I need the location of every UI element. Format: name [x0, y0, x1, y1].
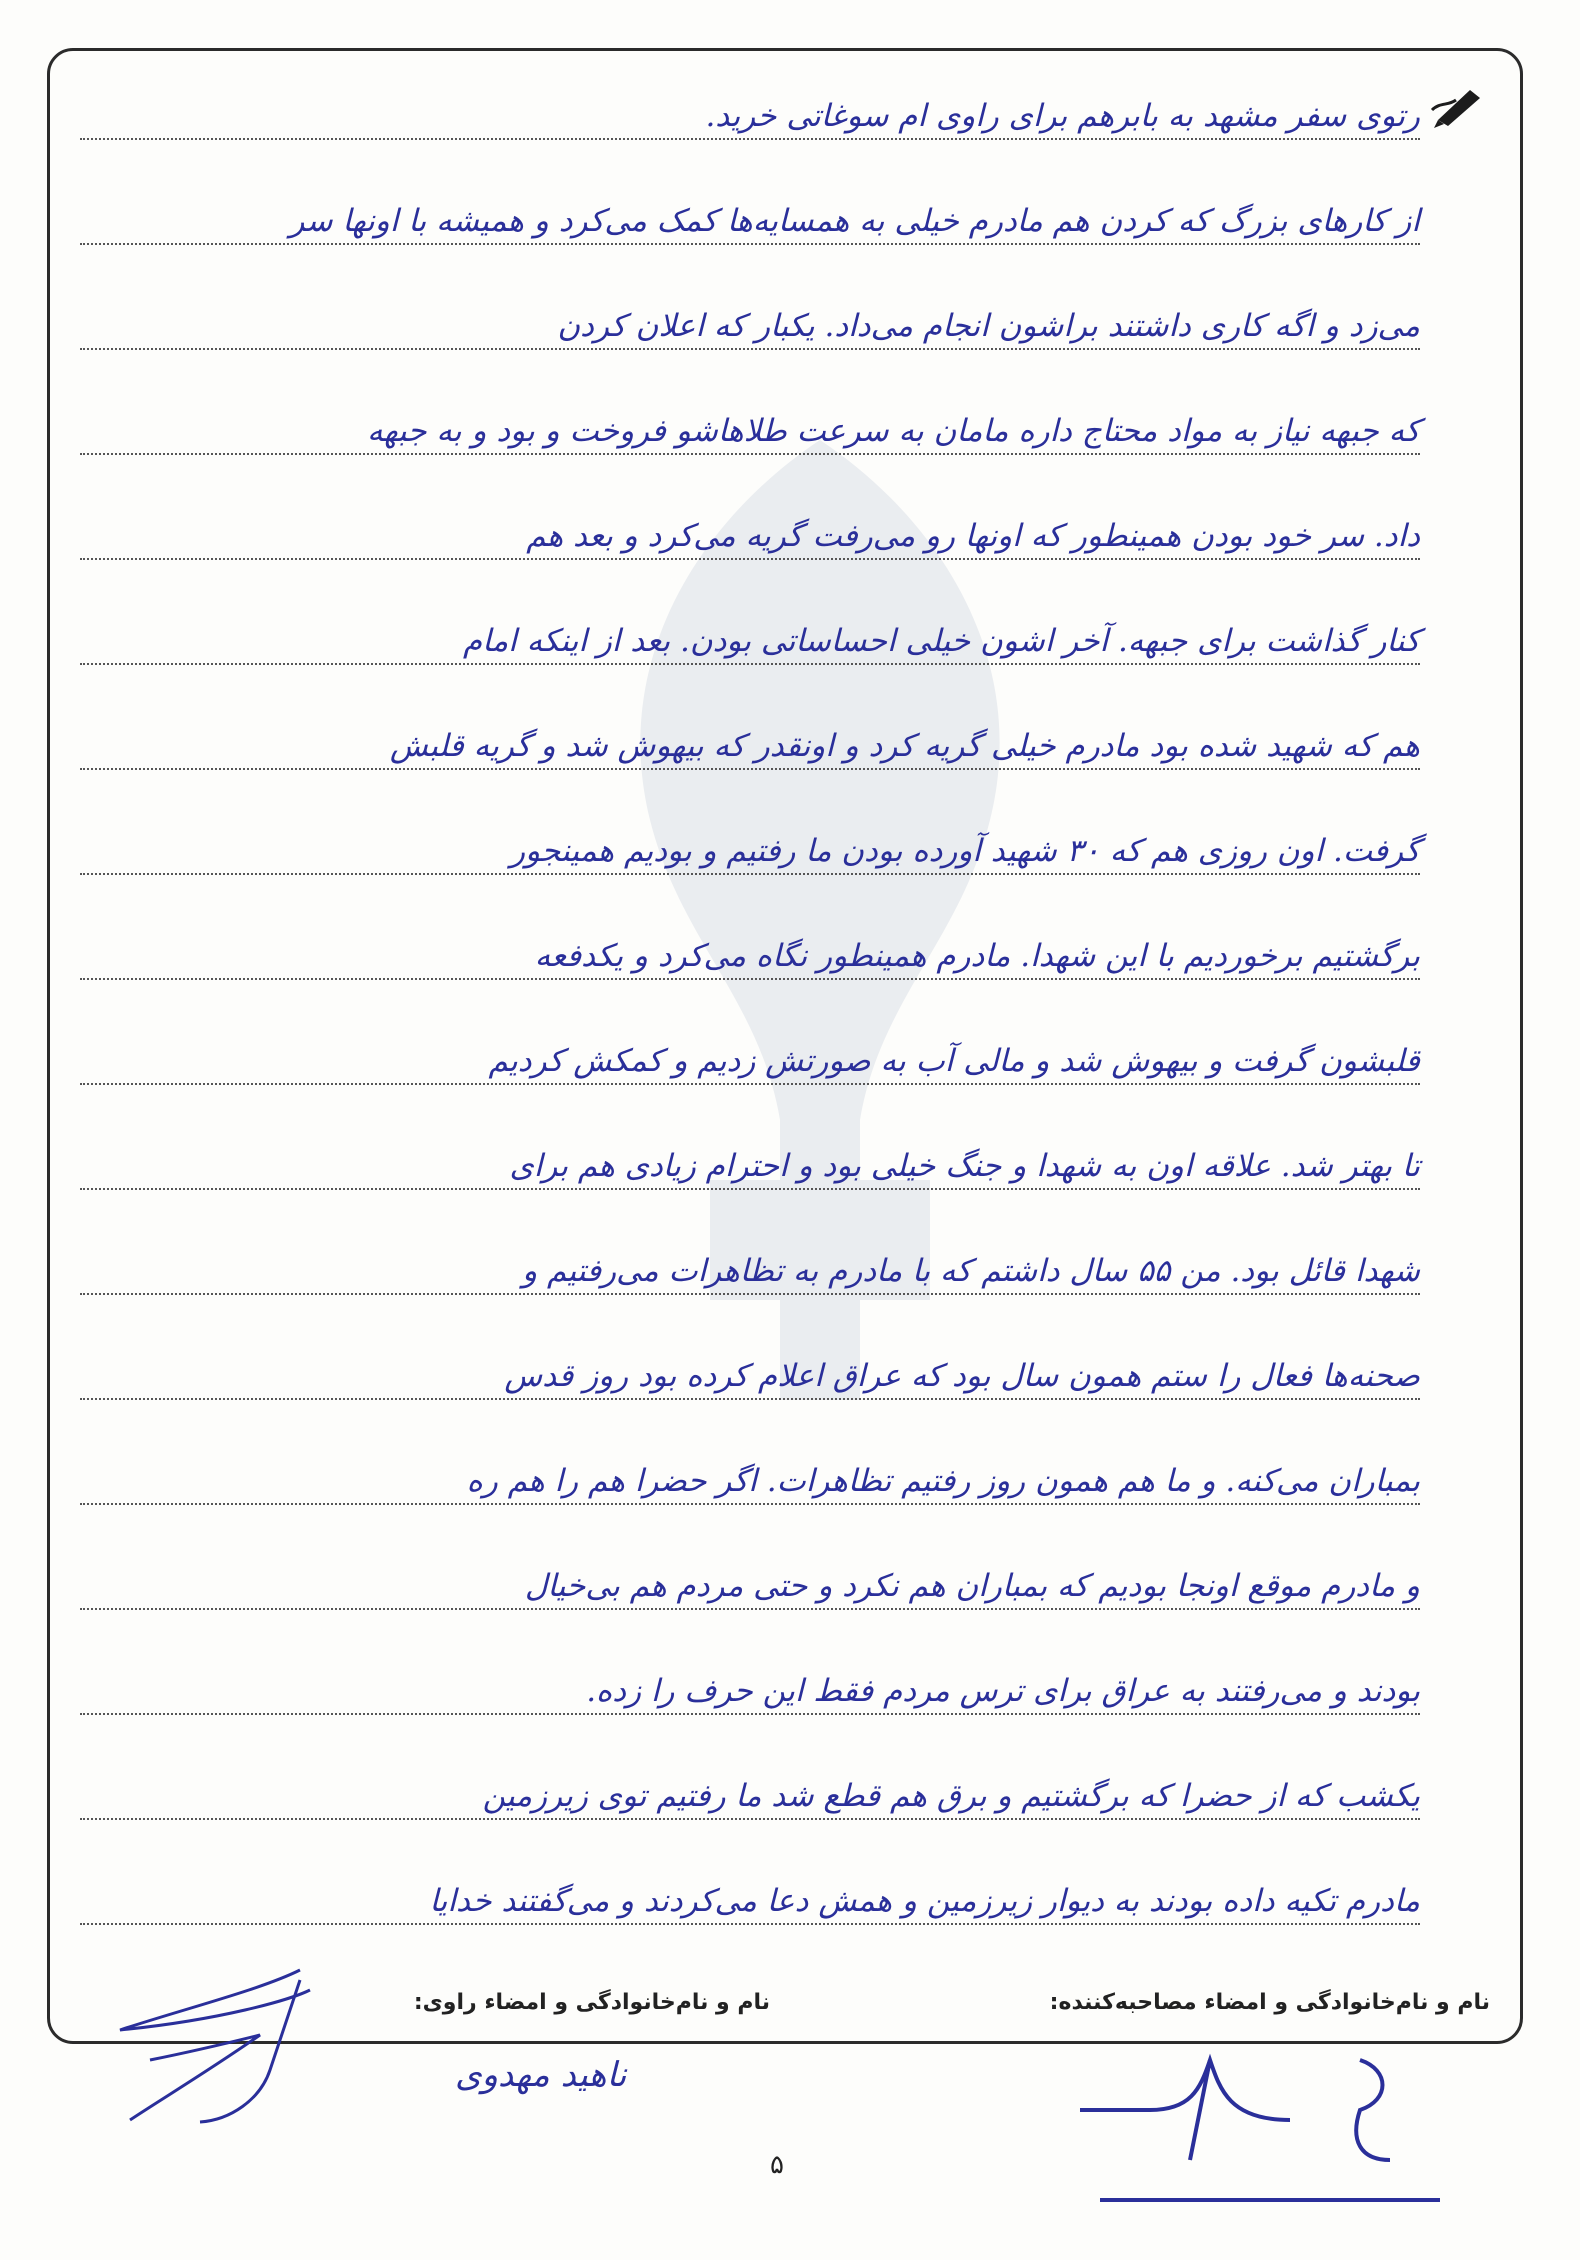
text-line: صحنه‌ها فعال را ستم همون سال بود که عراق اعلام کرده بود روز قدس	[80, 1340, 1420, 1400]
text-line: رتوی سفر مشهد به بابرهم برای راوی ام سوغاتی خرید.	[80, 80, 1420, 140]
narrator-signature	[60, 1950, 340, 2130]
text-line: که جبهه نیاز به مواد محتاج داره مامان به سرعت طلاهاشو فروخت و بود و به جبهه	[80, 395, 1420, 455]
text-line: شهدا قائل بود. من ۵۵ سال داشتم که با مادرم به تظاهرات می‌رفتیم و	[80, 1235, 1420, 1295]
text-line: یکشب که از حضرا که برگشتیم و برق هم قطع شد ما رفتیم توی زیرزمین	[80, 1760, 1420, 1820]
text-line: برگشتیم برخوردیم با این شهدا. مادرم همینطور نگاه می‌کرد و یکدفعه	[80, 920, 1420, 980]
text-line: و مادرم موقع اونجا بودیم که بمباران هم نکرد و حتی مردم هم بی‌خیال	[80, 1550, 1420, 1610]
narrator-handwritten-name: ناهید مهدوی	[455, 2055, 627, 2095]
text-line: کنار گذاشت برای جبهه. آخر اشون خیلی احساساتی بودن. بعد از اینکه امام	[80, 605, 1420, 665]
text-line: بمباران می‌کنه. و ما هم همون روز رفتیم تظاهرات. اگر حضرا هم را هم ره	[80, 1445, 1420, 1505]
pen-icon	[1430, 80, 1490, 130]
text-line: گرفت. اون روزی هم که ۳۰ شهید آورده بودن ما رفتیم و بودیم همینجور	[80, 815, 1420, 875]
text-line: از کارهای بزرگ که کردن هم مادرم خیلی به همسایه‌ها کمک می‌کرد و همیشه با اونها سر	[80, 185, 1420, 245]
handwritten-text-area	[80, 0, 1420, 2260]
text-line: می‌زد و اگه کاری داشتند براشون انجام می‌داد. یکبار که اعلان کردن	[80, 290, 1420, 350]
text-line: داد. سر خود بودن همینطور که اونها رو می‌رفت گریه می‌کرد و بعد هم	[80, 500, 1420, 560]
text-line: بودند و می‌رفتند به عراق برای ترس مردم فقط این حرف را زده.	[80, 1655, 1420, 1715]
interviewer-signature	[1060, 2050, 1440, 2220]
interviewer-signature-label: نام و نام‌خانوادگی و امضاء مصاحبه‌کننده:	[1049, 1990, 1490, 2015]
text-line: مادرم تکیه داده بودند به دیوار زیرزمین و همش دعا می‌کردند و می‌گفتند خدایا	[80, 1865, 1420, 1925]
text-line: هم که شهید شده بود مادرم خیلی گریه کرد و اونقدر که بیهوش شد و گریه قلبش	[80, 710, 1420, 770]
text-line: قلبشون گرفت و بیهوش شد و مالی آب به صورتش زدیم و کمکش کردیم	[80, 1025, 1420, 1085]
page-number: ۵	[770, 2150, 784, 2180]
text-line: تا بهتر شد. علاقه اون به شهدا و جنگ خیلی بود و احترام زیادی هم برای	[80, 1130, 1420, 1190]
narrator-signature-label: نام و نام‌خانوادگی و امضاء راوی:	[413, 1990, 770, 2015]
